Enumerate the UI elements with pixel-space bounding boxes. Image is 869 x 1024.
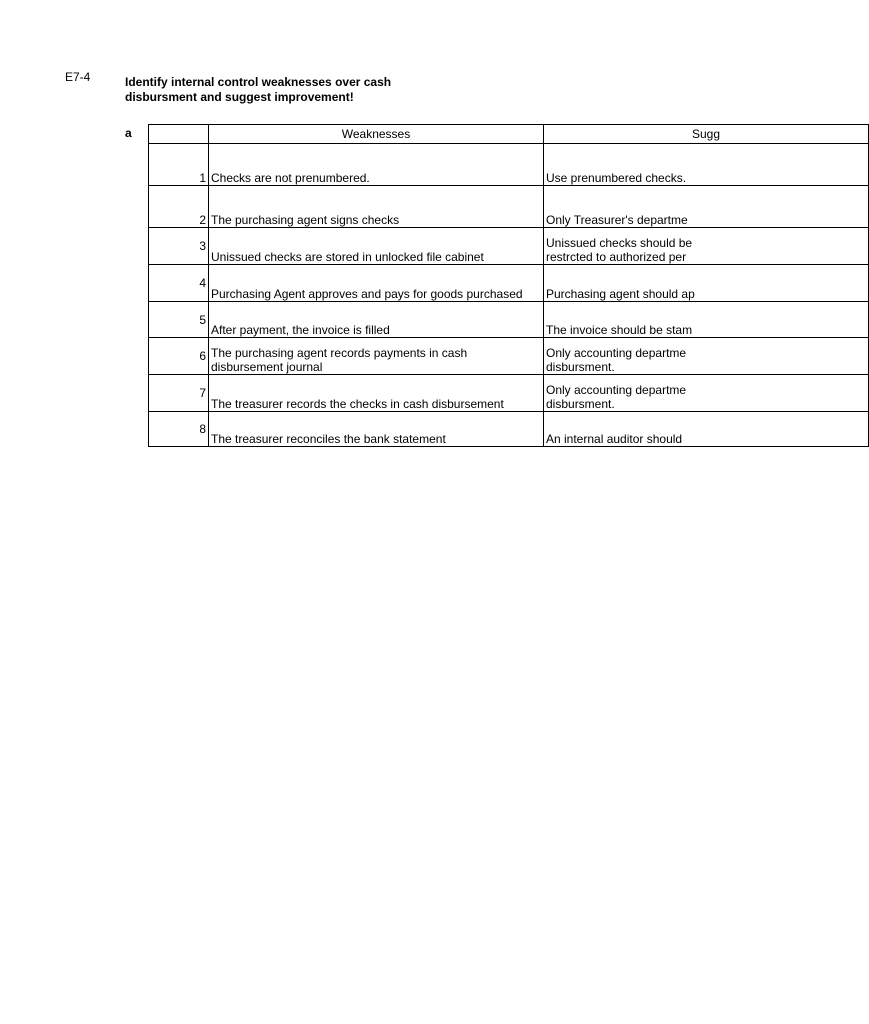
title-line-1: Identify internal control weaknesses over cash xyxy=(125,75,392,89)
suggestion-cell xyxy=(544,228,869,265)
table-row xyxy=(149,265,869,302)
table-row xyxy=(149,302,869,338)
row-number: 3 xyxy=(149,228,209,265)
row-number: 8 xyxy=(149,412,209,447)
weakness-cell xyxy=(209,338,544,375)
weakness-line-1: The purchasing agent records payments in cash xyxy=(211,346,468,360)
suggestion-cell: Purchasing agent should ap xyxy=(544,265,869,302)
suggestion-line-1: Only accounting departme xyxy=(546,383,687,397)
weakness-line-2: disbursement journal xyxy=(211,360,323,374)
title-line-2: disbursment and suggest improvement! xyxy=(125,90,354,104)
table-row xyxy=(149,338,869,375)
exercise-id: E7-4 xyxy=(65,70,91,84)
row-number: 1 xyxy=(149,144,209,186)
table-row xyxy=(149,228,869,265)
row-number: 2 xyxy=(149,186,209,228)
suggestion-cell: The invoice should be stam xyxy=(544,302,869,338)
weakness-cell: The treasurer records the checks in cash disbursement xyxy=(209,375,544,412)
suggestion-line-2: disbursment. xyxy=(546,397,615,411)
row-number: 7 xyxy=(149,375,209,412)
table-row xyxy=(149,412,869,447)
part-label: a xyxy=(125,126,132,140)
suggestion-cell xyxy=(544,375,869,412)
suggestion-line-1: Unissued checks should be xyxy=(546,236,693,250)
weakness-cell: Checks are not prenumbered. xyxy=(209,144,544,186)
weakness-cell: The purchasing agent signs checks xyxy=(209,186,544,228)
suggestion-cell: Only Treasurer's departme xyxy=(544,186,869,228)
header-number-cell xyxy=(149,125,209,144)
table-row xyxy=(149,375,869,412)
row-number: 5 xyxy=(149,302,209,338)
weakness-cell: The treasurer reconciles the bank statement xyxy=(209,412,544,447)
weakness-cell: Purchasing Agent approves and pays for goods purchased xyxy=(209,265,544,302)
header-weaknesses: Weaknesses xyxy=(209,125,544,144)
table-row xyxy=(149,186,869,228)
table-header-row xyxy=(149,125,869,144)
suggestion-cell: An internal auditor should xyxy=(544,412,869,447)
row-number: 4 xyxy=(149,265,209,302)
table-row xyxy=(149,144,869,186)
weakness-cell: After payment, the invoice is filled xyxy=(209,302,544,338)
weakness-table xyxy=(148,124,869,447)
suggestion-line-2: restrcted to authorized per xyxy=(546,250,687,264)
suggestion-line-1: Only accounting departme xyxy=(546,346,687,360)
suggestion-cell xyxy=(544,338,869,375)
weakness-cell: Unissued checks are stored in unlocked file cabinet xyxy=(209,228,544,265)
row-number: 6 xyxy=(149,338,209,375)
suggestion-cell: Use prenumbered checks. xyxy=(544,144,869,186)
header-suggestions: Sugg xyxy=(544,125,869,144)
suggestion-line-2: disbursment. xyxy=(546,360,615,374)
